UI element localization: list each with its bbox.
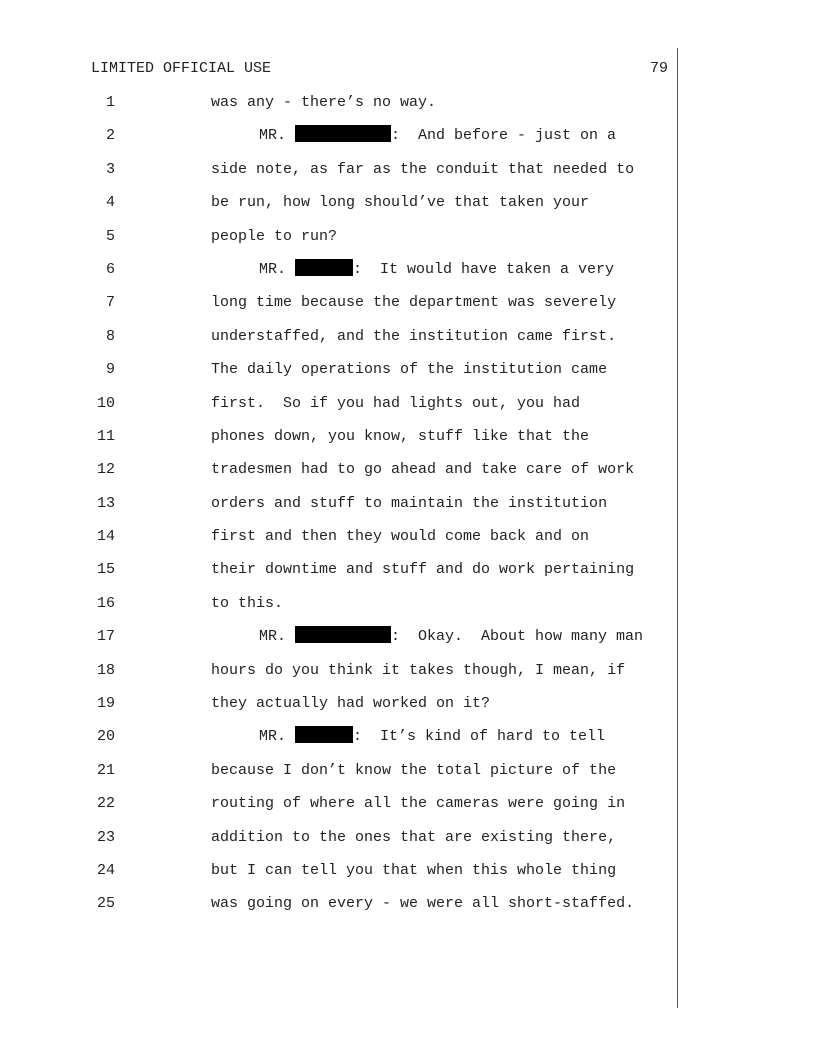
line-text: because I don’t know the total picture of the xyxy=(211,761,617,779)
speaker-prefix: MR. xyxy=(259,728,296,746)
transcript-line xyxy=(0,92,816,125)
speaker-line xyxy=(259,626,643,648)
line-number: 18 xyxy=(96,661,115,679)
page-header xyxy=(91,60,668,82)
line-text: but I can tell you that when this whole thing xyxy=(211,861,617,879)
transcript-line xyxy=(0,226,816,259)
line-number: 17 xyxy=(96,628,115,646)
transcript-line xyxy=(0,626,816,659)
line-number: 21 xyxy=(96,761,115,779)
speaker-prefix: MR. xyxy=(259,260,296,278)
speaker-line xyxy=(259,726,605,748)
transcript-line xyxy=(0,459,816,492)
speaker-line xyxy=(259,259,614,281)
line-text: side note, as far as the conduit that needed to xyxy=(211,160,635,178)
line-number: 3 xyxy=(105,160,115,178)
transcript-line xyxy=(0,726,816,759)
transcript-line xyxy=(0,493,816,526)
line-text: understaffed, and the institution came first. xyxy=(211,327,617,345)
transcript-line xyxy=(0,326,816,359)
speaker-text: : It would have taken a very xyxy=(353,260,615,278)
transcript-line xyxy=(0,159,816,192)
redacted-name xyxy=(295,259,353,276)
line-text: tradesmen had to go ahead and take care of work xyxy=(211,461,635,479)
speaker-prefix: MR. xyxy=(259,628,296,646)
redacted-name xyxy=(295,626,391,643)
transcript-line xyxy=(0,559,816,592)
line-text: addition to the ones that are existing there, xyxy=(211,828,617,846)
transcript-line xyxy=(0,693,816,726)
speaker-text: : Okay. About how many man xyxy=(391,628,644,646)
line-text: routing of where all the cameras were going in xyxy=(211,795,626,813)
transcript-line xyxy=(0,860,816,893)
transcript-line xyxy=(0,192,816,225)
line-number: 7 xyxy=(105,294,115,312)
line-number: 6 xyxy=(105,260,115,278)
speaker-prefix: MR. xyxy=(259,127,296,145)
speaker-text: : And before - just on a xyxy=(391,127,617,145)
line-number: 2 xyxy=(105,127,115,145)
redacted-name xyxy=(295,125,391,142)
line-number: 11 xyxy=(96,427,115,445)
line-text: The daily operations of the institution came xyxy=(211,361,608,379)
line-text: they actually had worked on it? xyxy=(211,695,491,713)
transcript-line xyxy=(0,793,816,826)
line-text: hours do you think it takes though, I mean, if xyxy=(211,661,626,679)
line-text: be run, how long should’ve that taken your xyxy=(211,194,590,212)
line-text: their downtime and stuff and do work pertaining xyxy=(211,561,635,579)
line-text: to this. xyxy=(211,594,284,612)
line-number: 4 xyxy=(105,194,115,212)
classification-label: LIMITED OFFICIAL USE xyxy=(91,60,272,77)
line-text: phones down, you know, stuff like that the xyxy=(211,427,590,445)
transcript-line xyxy=(0,593,816,626)
transcript-line xyxy=(0,426,816,459)
line-number: 24 xyxy=(96,861,115,879)
redacted-name xyxy=(295,726,353,743)
line-number: 20 xyxy=(96,728,115,746)
line-number: 1 xyxy=(105,94,115,111)
transcript-line xyxy=(0,760,816,793)
speaker-text: : It’s kind of hard to tell xyxy=(353,728,606,746)
line-number: 15 xyxy=(96,561,115,579)
transcript-lines xyxy=(0,92,816,927)
line-text: first and then they would come back and on xyxy=(211,528,590,546)
transcript-line xyxy=(0,526,816,559)
line-number: 14 xyxy=(96,528,115,546)
transcript-line xyxy=(0,827,816,860)
line-text: was any - there’s no way. xyxy=(211,94,437,111)
transcript-line xyxy=(0,292,816,325)
line-text: was going on every - we were all short-staffed. xyxy=(211,895,635,913)
line-number: 5 xyxy=(105,227,115,245)
line-number: 10 xyxy=(96,394,115,412)
line-text: first. So if you had lights out, you had xyxy=(211,394,581,412)
line-number: 12 xyxy=(96,461,115,479)
line-number: 9 xyxy=(105,361,115,379)
transcript-line xyxy=(0,893,816,926)
line-text: people to run? xyxy=(211,227,338,245)
line-number: 13 xyxy=(96,494,115,512)
line-number: 23 xyxy=(96,828,115,846)
speaker-line xyxy=(259,125,616,147)
page-number: 79 xyxy=(649,60,668,77)
line-number: 19 xyxy=(96,695,115,713)
transcript-line xyxy=(0,359,816,392)
line-number: 25 xyxy=(96,895,115,913)
line-number: 8 xyxy=(105,327,115,345)
line-text: long time because the department was severely xyxy=(211,294,617,312)
line-text: orders and stuff to maintain the institution xyxy=(211,494,608,512)
transcript-line xyxy=(0,125,816,158)
transcript-line xyxy=(0,393,816,426)
transcript-line xyxy=(0,660,816,693)
line-number: 22 xyxy=(96,795,115,813)
transcript-line xyxy=(0,259,816,292)
line-number: 16 xyxy=(96,594,115,612)
